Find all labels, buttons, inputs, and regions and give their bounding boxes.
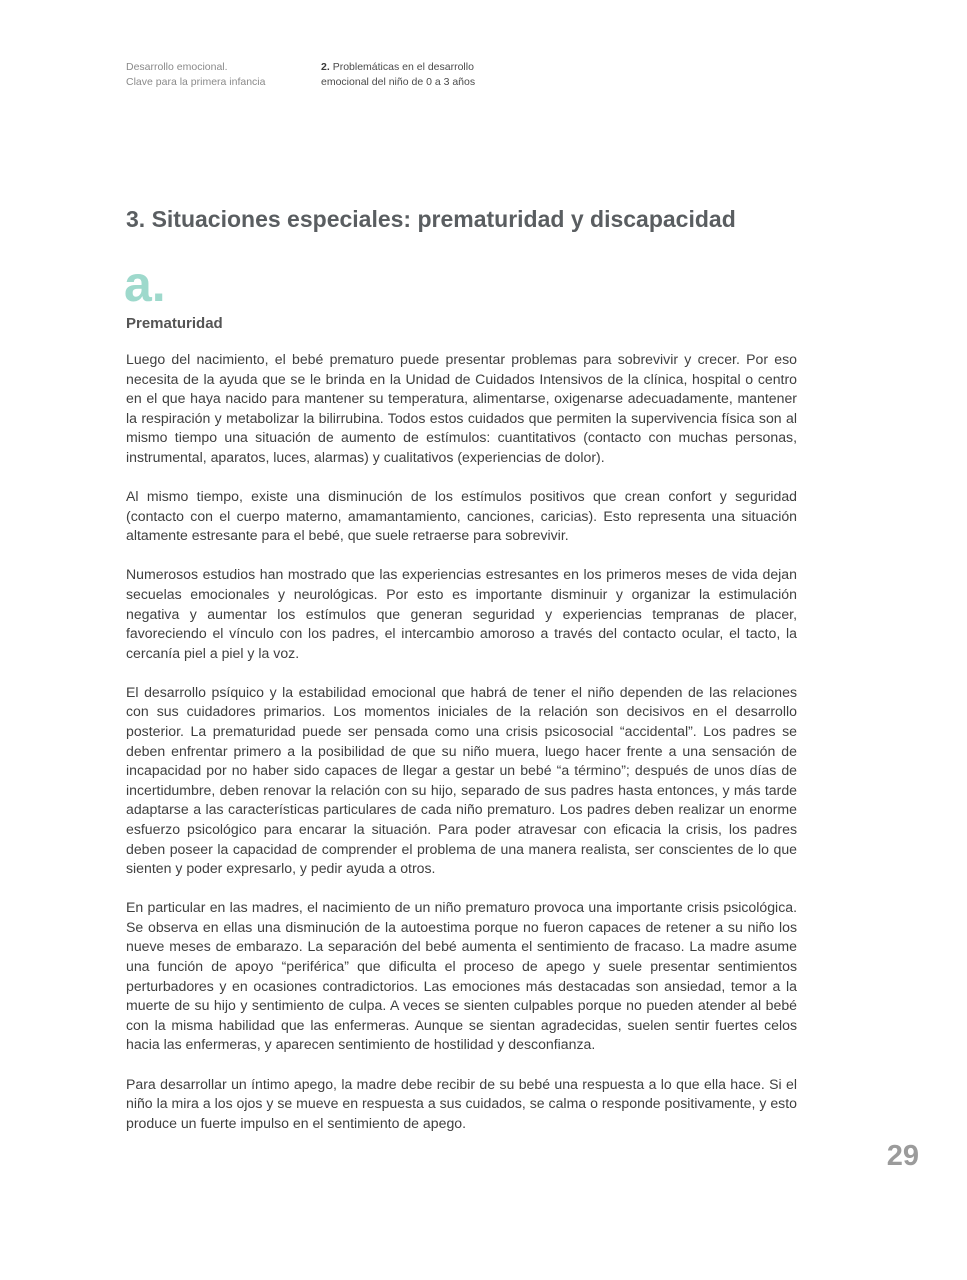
section-title: 3. Situaciones especiales: prematuridad y discapacidad [126,206,736,232]
paragraph-2: Al mismo tiempo, existe una disminución de los estímulos positivos que crean confort y seguridad (contacto con el cuerpo materno, amamantamiento, canciones, caricias). Esto representa una situación altamente estresante para el bebé, que suele retraerse para sobrevivir. [126,488,797,544]
book-title-line-1: Desarrollo emocional. [126,61,228,73]
chapter-title-line-1 [321,60,581,75]
paragraph-5: En particular en las madres, el nacimiento de un niño prematuro provoca una importante crisis psicológica. Se observa en ellas una disminución de la autoestima porque no fueron capaces de retener a su niño los nueve meses de embarazo. La separación del bebé aumenta el sentimiento de fracaso. La madre asume una función de apoyo “periférica” que dificulta el proceso de apego y suele presentar sentimientos perturbadores y en ocasiones contradictorios. Las emociones más destacadas son ansiedad, temor a la muerte de su hijo y sentimiento de culpa. A veces se sienten culpables porque no pueden atender al bebé con la misma habilidad que las enfermeras. Aunque se sientan agradecidas, suelen sentir fuertes celos hacia las enfermeras, y aparecen sentimiento de hostilidad y desconfianza. [126,899,797,1053]
subsection-title: Prematuridad [126,315,223,332]
paragraph-3: Numerosos estudios han mostrado que las experiencias estresantes en los primeros meses de vida dejan secuelas emocionales y neurológicas. Por esto es importante disminuir y organizar la estimulación negativa y aumentar los estímulos que generan seguridad y experiencias tempranas de placer, favoreciendo el vínculo con los padres, el intercambio amoroso a través del contacto ocular, el tacto, la cercanía piel a piel y la voz. [126,566,797,661]
body-text [126,350,797,1153]
chapter-title [321,60,581,89]
paragraph-4: El desarrollo psíquico y la estabilidad emocional que habrá de tener el niño dependen de las relaciones con sus cuidadores primarios. Los momentos iniciales de la relación son decisivos en el desarrollo posterior. La prematuridad puede ser pensada como una crisis psicosocial “accidental”. Los padres se deben enfrentar primero a la posibilidad de que su niño muera, luego hacer frente a una sensación de incapacidad por no haber sido capaces de llegar a gestar un bebé “a término”; después de unos días de incertidumbre, deben renovar la relación con su hijo, separado de sus padres hasta entonces, y más tarde adaptarse a las características particulares de cada niño prematuro. Los padres deben realizar un enorme esfuerzo psicológico para encarar la situación. Para poder atravesar con eficacia la crisis, los padres deben poseer la capacidad de comprender el problema de una manera realista, ser conscientes de lo que sienten y poder expresarlo, y pedir ayuda a otros. [126,683,797,877]
chapter-title-line-2: emocional del niño de 0 a 3 años [321,75,476,88]
book-title [126,60,316,89]
subsection-letter: a. [124,256,166,312]
paragraph-6: Para desarrollar un íntimo apego, la madre debe recibir de su bebé una respuesta a lo que ella hace. Si el niño la mira a los ojos y se mueve en respuesta a sus cuidados, se calma o responde positivamente, y esto produce un fuerte impulso en el sentimiento de apego. [126,1075,797,1131]
paragraph-1: Luego del nacimiento, el bebé prematuro puede presentar problemas para sobrevivir y crecer. Por eso necesita de la ayuda que se le brinda en la Unidad de Cuidados Intensivos de la clínica, hospital o centro en el que haya nacido para mantener su temperatura, alimentarse, oxigenarse adecuadamente, mantener la respiración y metabolizar la bilirrubina. Todos estos cuidados que permiten la supervivencia física son al mismo tiempo una situación de aumento de estímulos: cuantitativos (contacto con muchas personas, instrumental, aparatos, luces, alarmas) y cualitativos (experiencias de dolor). [126,351,797,465]
book-title-line-2: Clave para la primera infancia [126,75,266,88]
page-number: 29 [886,1140,919,1172]
chapter-number: 2. [321,61,330,73]
chapter-title-text-1: Problemáticas en el desarrollo [332,61,474,73]
